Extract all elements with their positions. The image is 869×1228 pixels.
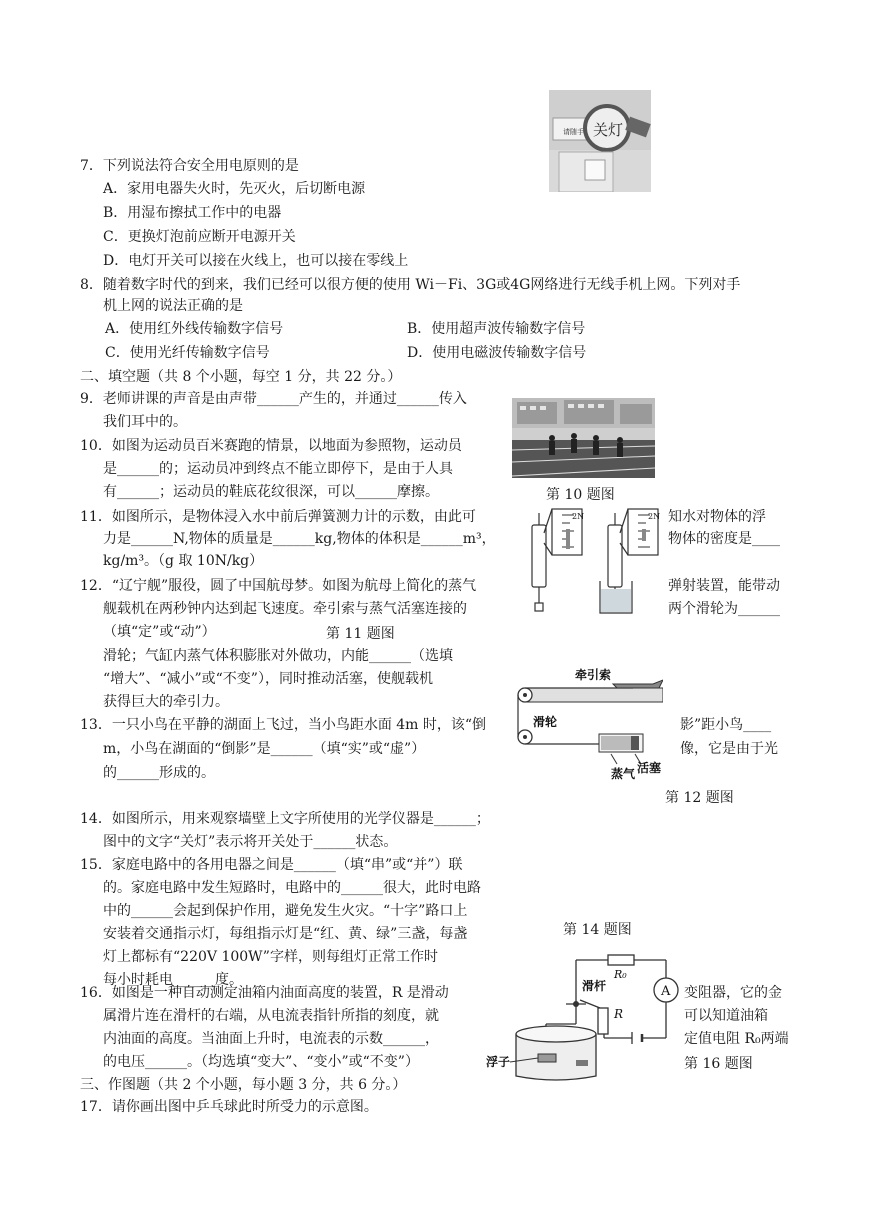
q9-line2: 我们耳中的。 bbox=[103, 414, 187, 430]
q8-stem-line1: 8．随着数字时代的到来，我们已经可以很方便的使用 Wi－Fi、3G或4G网络进行无线手机上网。下列对手 bbox=[80, 277, 741, 293]
race-photo bbox=[512, 398, 655, 478]
q11-line2: 力是______N,物体的质量是______kg,物体的体积是______m³， bbox=[103, 531, 496, 547]
q7-option-c: C．更换灯泡前应断开电源开关 bbox=[103, 229, 296, 245]
q8-option-c: C．使用光纤传输数字信号 bbox=[105, 345, 270, 361]
figure-16-caption: 第 16 题图 bbox=[684, 1056, 753, 1072]
q7-stem: 7．下列说法符合安全用电原则的是 bbox=[80, 158, 299, 174]
figure-11-caption: 第 11 题图 bbox=[326, 626, 395, 642]
label-piston: 活塞 bbox=[637, 761, 662, 775]
q14-line2: 图中的文字“关灯”表示将开关处于______状态。 bbox=[103, 834, 398, 850]
q11-line1-right: 知水对物体的浮 bbox=[668, 509, 766, 525]
q8-option-b: B．使用超声波传输数字信号 bbox=[407, 321, 586, 337]
q10-line1: 10．如图为运动员百米赛跑的情景，以地面为参照物，运动员 bbox=[80, 438, 462, 454]
label-r0: R₀ bbox=[614, 968, 627, 981]
spring-scales-figure bbox=[522, 503, 662, 615]
label-rheostat: R bbox=[614, 1007, 624, 1021]
label-steam: 蒸气 bbox=[611, 767, 636, 781]
q12-line6: 获得巨大的牵引力。 bbox=[103, 694, 229, 710]
q15-line4: 安装着交通指示灯，每组指示灯是“红、黄、绿”三盏，每盏 bbox=[103, 926, 468, 942]
q15-line5: 灯上都标有“220V 100W”字样，则每组灯正常工作时 bbox=[103, 949, 438, 965]
steam-catapult-figure bbox=[513, 662, 663, 784]
q9-line1: 9．老师讲课的声音是由声带______产生的，并通过______传入 bbox=[80, 391, 467, 407]
q12-line1-right: 弹射装置，能带动 bbox=[668, 578, 780, 594]
q16-line1-right: 变阻器，它的金 bbox=[684, 985, 782, 1001]
q16-line2: 属滑片连在滑杆的右端，从电流表指针所指的刻度，就 bbox=[103, 1008, 439, 1024]
label-float: 浮子 bbox=[486, 1055, 511, 1069]
scale-unit-left: 2N bbox=[572, 512, 585, 521]
q11-line2-right: 物体的密度是____ bbox=[668, 531, 780, 547]
scale-unit-right: 2N bbox=[648, 512, 661, 521]
q17-stem: 17．请你画出图中乒乓球此时所受力的示意图。 bbox=[80, 1099, 378, 1115]
q7-option-a: A．家用电器失火时，先灭火，后切断电源 bbox=[103, 181, 366, 197]
q11-line1: 11．如图所示，是物体浸入水中前后弹簧测力计的示数，由此可 bbox=[80, 509, 476, 525]
section-2-heading: 二、填空题（共 8 个小题，每空 1 分，共 22 分。） bbox=[80, 369, 402, 385]
q7-option-b: B．用湿布擦拭工作中的电器 bbox=[103, 205, 282, 221]
q10-line3: 有______；运动员的鞋底花纹很深，可以______摩擦。 bbox=[103, 484, 439, 500]
q12-line2-right: 两个滑轮为______ bbox=[668, 601, 780, 617]
q8-stem-line2: 机上网的说法正确的是 bbox=[103, 298, 243, 314]
q12-line5: “增大”、“减小”或“不变”），同时推动活塞，使舰载机 bbox=[103, 671, 433, 687]
q8-option-d: D．使用电磁波传输数字信号 bbox=[407, 345, 587, 361]
figure-12-caption: 第 12 题图 bbox=[665, 790, 734, 806]
q12-line1: 12．“辽宁舰”服役，圆了中国航母梦。如图为航母上简化的蒸气 bbox=[80, 578, 477, 594]
oil-gauge-circuit-figure bbox=[486, 948, 682, 1088]
q8-option-a: A．使用红外线传输数字信号 bbox=[105, 321, 284, 337]
label-pulley: 滑轮 bbox=[533, 715, 558, 729]
magnifier-photo bbox=[549, 90, 651, 192]
q13-line1-right: 影”距小鸟____ bbox=[680, 717, 772, 733]
q10-line2: 是______的；运动员冲到终点不能立即停下，是由于人具 bbox=[103, 461, 453, 477]
label-rope: 牵引索 bbox=[575, 668, 612, 682]
q13-line2: m，小鸟在湖面的“倒影”是______（填“实”或“虚”） bbox=[103, 741, 426, 757]
q15-line6: 每小时耗电______度。 bbox=[103, 972, 243, 988]
label-slider-rod: 滑杆 bbox=[582, 979, 607, 993]
q15-line3: 中的______会起到保护作用，避免发生火灾。“十字”路口上 bbox=[103, 903, 468, 919]
q7-option-d: D．电灯开关可以接在火线上，也可以接在零线上 bbox=[103, 253, 409, 269]
q12-line2: 舰载机在两秒钟内达到起飞速度。牵引索与蒸气活塞连接的 bbox=[103, 601, 467, 617]
q16-line1: 16．如图是一种自动测定油箱内油面高度的装置，R 是滑动 bbox=[80, 985, 449, 1001]
q16-line4: 的电压______。（均选填“变大”、“变小”或“不变”） bbox=[103, 1054, 419, 1070]
q12-line4: 滑轮；气缸内蒸气体积膨胀对外做功，内能______（选填 bbox=[103, 648, 453, 664]
q13-line1: 13．一只小鸟在平静的湖面上飞过，当小鸟距水面 4m 时，该“倒 bbox=[80, 717, 487, 733]
sign-small-text: 请随手 bbox=[563, 128, 584, 136]
q15-line2: 的。家庭电路中发生短路时，电路中的______很大，此时电路 bbox=[103, 880, 481, 896]
q15-line1: 15．家庭电路中的各用电器之间是______（填“串”或“并”）联 bbox=[80, 857, 463, 873]
q16-line3: 内油面的高度。当油面上升时，电流表的示数______， bbox=[103, 1031, 439, 1047]
figure-10-caption: 第 10 题图 bbox=[546, 487, 615, 503]
q16-line2-right: 可以知道油箱 bbox=[684, 1008, 768, 1024]
q16-line3-right: 定值电阻 R₀两端 bbox=[684, 1031, 789, 1047]
q12-line3: （填“定”或“动”） bbox=[103, 624, 216, 640]
q13-line3: 的______形成的。 bbox=[103, 765, 215, 781]
sign-main-text: 关灯 bbox=[593, 121, 624, 139]
section-3-heading: 三、作图题（共 2 个小题，每小题 3 分，共 6 分。） bbox=[80, 1077, 407, 1093]
q11-line3: kg/m³。（g 取 10N/kg） bbox=[103, 553, 264, 569]
label-ammeter: A bbox=[661, 984, 671, 999]
q14-line1: 14．如图所示，用来观察墙壁上文字所使用的光学仪器是______； bbox=[80, 811, 490, 827]
figure-14-caption: 第 14 题图 bbox=[563, 922, 632, 938]
q13-line2-right: 像，它是由于光 bbox=[680, 741, 778, 757]
